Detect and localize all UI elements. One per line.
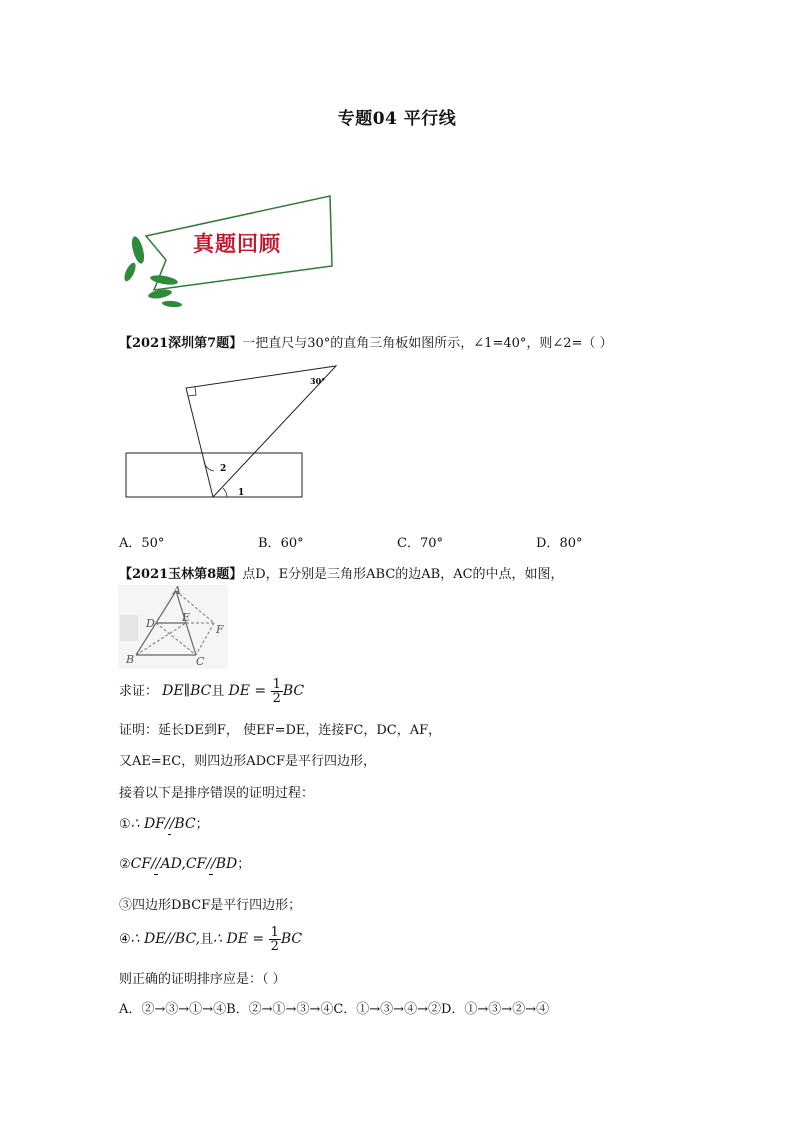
question-2-ask: 则正确的证明排序应是：（ ） bbox=[119, 972, 286, 987]
point-a-label: A bbox=[173, 585, 181, 597]
step-number: ① bbox=[119, 817, 131, 832]
option-text: 80° bbox=[559, 536, 583, 551]
option-letter: D． bbox=[536, 536, 560, 551]
angle-2-label: 2 bbox=[220, 464, 227, 474]
fraction-half bbox=[271, 678, 283, 705]
option-letter: A． bbox=[119, 1002, 142, 1017]
question-1 bbox=[119, 332, 613, 351]
parallel-symbol-icon: // bbox=[165, 816, 174, 832]
point-c-label: C bbox=[196, 655, 205, 668]
fraction-numerator: 1 bbox=[270, 925, 279, 940]
fraction-numerator: 1 bbox=[272, 677, 281, 692]
prove-label: 求证： bbox=[119, 684, 159, 699]
option-c bbox=[397, 532, 443, 551]
point-d-label: D bbox=[146, 617, 155, 630]
angle-1-label: 1 bbox=[238, 488, 245, 498]
proof-line-3: 接着以下是排序错误的证明过程： bbox=[119, 786, 315, 801]
step-math: ∴ DE//BC, bbox=[130, 931, 201, 947]
step-math: ∴ DF bbox=[130, 816, 165, 832]
prove-bc: BC bbox=[282, 683, 305, 699]
parallel-symbol-icon: // bbox=[151, 856, 160, 872]
banner-text: 真题回顾 bbox=[193, 231, 281, 256]
point-e-label: E bbox=[182, 611, 191, 624]
proof-step-2 bbox=[119, 853, 250, 872]
option-d bbox=[536, 532, 582, 551]
question-2 bbox=[119, 563, 564, 582]
option-text: 70° bbox=[419, 536, 443, 551]
option-letter: A． bbox=[119, 536, 142, 551]
step-math: BD bbox=[215, 856, 238, 872]
angle-30-label: 30° bbox=[310, 376, 326, 386]
option-text: 50° bbox=[141, 536, 165, 551]
proof-line-1: 证明：延长DE到F， 使EF=DE，连接FC，DC，AF， bbox=[119, 723, 442, 738]
option-a bbox=[119, 532, 164, 551]
step-math: ∴ DE = bbox=[213, 931, 269, 947]
option-letter: B． bbox=[258, 536, 281, 551]
proof-step-3: ③四边形DBCF是平行四边形； bbox=[119, 898, 302, 913]
step-and: 且 bbox=[200, 932, 214, 947]
option-text: 60° bbox=[280, 536, 304, 551]
step-math: BC bbox=[174, 816, 196, 832]
question-source: 【2021深圳第7题】 bbox=[119, 336, 243, 351]
option-letter: C． bbox=[397, 536, 420, 551]
ruler-triangle-figure bbox=[120, 360, 340, 505]
prove-statement bbox=[119, 678, 304, 705]
step-number: ④ bbox=[119, 932, 131, 947]
point-b-label: B bbox=[126, 653, 135, 666]
option-b bbox=[258, 532, 304, 551]
parallel-symbol-icon: // bbox=[206, 856, 215, 872]
option-letter: B． bbox=[226, 1002, 249, 1017]
option-text: ①→③→②→④ bbox=[464, 1002, 550, 1017]
question-source: 【2021玉林第8题】 bbox=[119, 567, 243, 582]
step-end: ； bbox=[195, 817, 209, 832]
prove-and: 且 bbox=[211, 684, 225, 699]
step-number: ② bbox=[119, 857, 131, 872]
q2-options bbox=[119, 998, 549, 1017]
fraction-denominator: 2 bbox=[272, 691, 281, 706]
proof-step-1 bbox=[119, 813, 209, 832]
option-letter: D． bbox=[440, 1002, 465, 1017]
step-math: CF bbox=[130, 856, 152, 872]
proof-step-4 bbox=[119, 926, 302, 953]
page-title: 专题04 平行线 bbox=[337, 109, 457, 129]
step-end: ； bbox=[237, 857, 251, 872]
point-f-label: F bbox=[216, 623, 224, 636]
option-letter: C． bbox=[333, 1002, 357, 1017]
prove-de: DE = bbox=[228, 683, 271, 699]
fraction-half bbox=[269, 926, 281, 953]
option-text: ②→①→③→④ bbox=[248, 1002, 334, 1017]
fraction-denominator: 2 bbox=[270, 939, 279, 954]
question-text: 点D，E分别是三角形ABC的边AB，AC的中点，如图， bbox=[242, 567, 564, 582]
option-text: ②→③→①→④ bbox=[141, 1002, 227, 1017]
question-text: 一把直尺与30°的直角三角板如图所示，∠1=40°，则∠2=（ ） bbox=[242, 336, 613, 351]
option-text: ①→③→④→② bbox=[356, 1002, 441, 1017]
step-math: BC bbox=[280, 931, 303, 947]
prove-parallel: DE∥BC bbox=[162, 683, 212, 699]
triangle-photo-figure bbox=[118, 585, 228, 669]
proof-line-2: 又AE=EC，则四边形ADCF是平行四边形， bbox=[119, 754, 376, 769]
step-math: AD,CF bbox=[160, 856, 207, 872]
